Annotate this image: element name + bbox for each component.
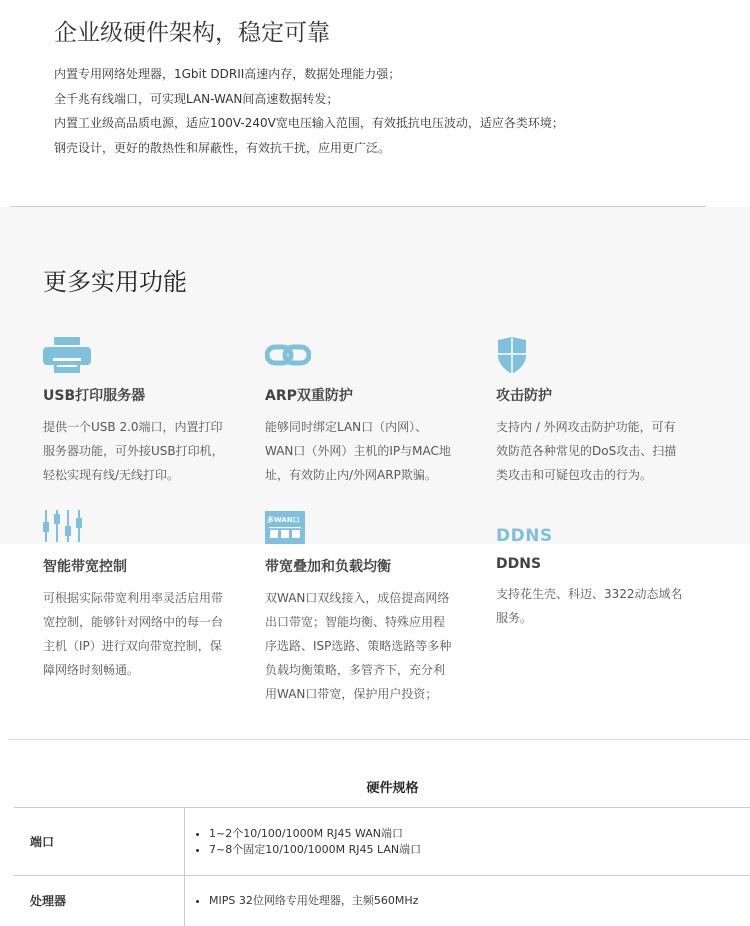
ddns-icon: [496, 508, 686, 548]
feature-attack-protection: [496, 337, 686, 487]
feature-title: 带宽叠加和负载均衡: [265, 556, 455, 576]
architecture-line: 内置专用网络处理器，1Gbit DDRII高速内存，数据处理能力强；: [54, 62, 564, 87]
feature-title: USB打印服务器: [43, 385, 233, 405]
architecture-title: 企业级硬件架构，稳定可靠: [54, 14, 330, 47]
spec-value: [185, 876, 750, 926]
architecture-list: [54, 62, 564, 160]
feature-ddns: [496, 508, 686, 630]
list-item: • 1~2个10/100/1000M RJ45 WAN端口: [209, 826, 749, 842]
feature-description: 支持花生壳、科迈、3322动态域名服务。: [496, 582, 686, 630]
feature-description: 提供一个USB 2.0端口，内置打印服务器功能，可外接USB打印机，轻松实现有线/无线打印。: [43, 415, 233, 487]
feature-title: 智能带宽控制: [43, 556, 233, 576]
link-icon: [265, 337, 455, 377]
feature-description: 能够同时绑定LAN口（内网）、WAN口（外网）主机的IP与MAC地址，有效防止内/外网ARP欺骗。: [265, 415, 455, 487]
ddns-icon-text: DDNS: [496, 526, 553, 546]
feature-description: 支持内 / 外网攻击防护功能，可有效防范各种常见的DoS攻击、扫描类攻击和可疑包攻击的行为。: [496, 415, 686, 487]
feature-title: DDNS: [496, 556, 686, 572]
architecture-line: 内置工业级高品质电源，适应100V-240V宽电压输入范围，有效抵抗电压波动，适应各类环境；: [54, 111, 564, 136]
specs-title: 硬件规格: [0, 777, 750, 796]
feature-bandwidth-control: [43, 508, 233, 682]
spec-label: 端口: [14, 808, 185, 876]
table-row: [14, 808, 750, 876]
feature-description: 可根据实际带宽利用率灵活启用带宽控制，能够针对网络中的每一台主机（IP）进行双向带宽控制，保障网络时刻畅通。: [43, 586, 233, 682]
spec-value: [185, 808, 750, 876]
feature-description: 双WAN口双线接入，成倍提高网络出口带宽；智能均衡、特殊应用程序选路、ISP选路、策略选路等多种负载均衡策略，多管齐下，充分利用WAN口带宽，保护用户投资；: [265, 586, 455, 706]
architecture-line: 全千兆有线端口，可实现LAN-WAN间高速数据转发；: [54, 87, 564, 112]
feature-load-balancing: [265, 508, 455, 706]
list-item: • 7~8个固定10/100/1000M RJ45 LAN端口: [209, 842, 749, 858]
specs-table: [14, 807, 750, 926]
feature-arp-protection: [265, 337, 455, 487]
shield-icon: [496, 337, 686, 377]
list-item: • MIPS 32位网络专用处理器，主频560MHz: [209, 893, 749, 909]
feature-usb-print-server: [43, 337, 233, 487]
bandwidth-sliders-icon: [43, 508, 233, 548]
spec-label: 处理器: [14, 876, 185, 926]
section-divider: [8, 739, 750, 740]
architecture-line: 钢壳设计，更好的散热性和屏蔽性，有效抗干扰，应用更广泛。: [54, 136, 564, 161]
multi-wan-icon: [265, 508, 455, 548]
feature-title: ARP双重防护: [265, 385, 455, 405]
features-title: 更多实用功能: [43, 262, 187, 297]
printer-icon: [43, 337, 233, 377]
feature-title: 攻击防护: [496, 385, 686, 405]
table-row: [14, 876, 750, 926]
multi-wan-icon-text: 多WAN口: [267, 515, 300, 525]
